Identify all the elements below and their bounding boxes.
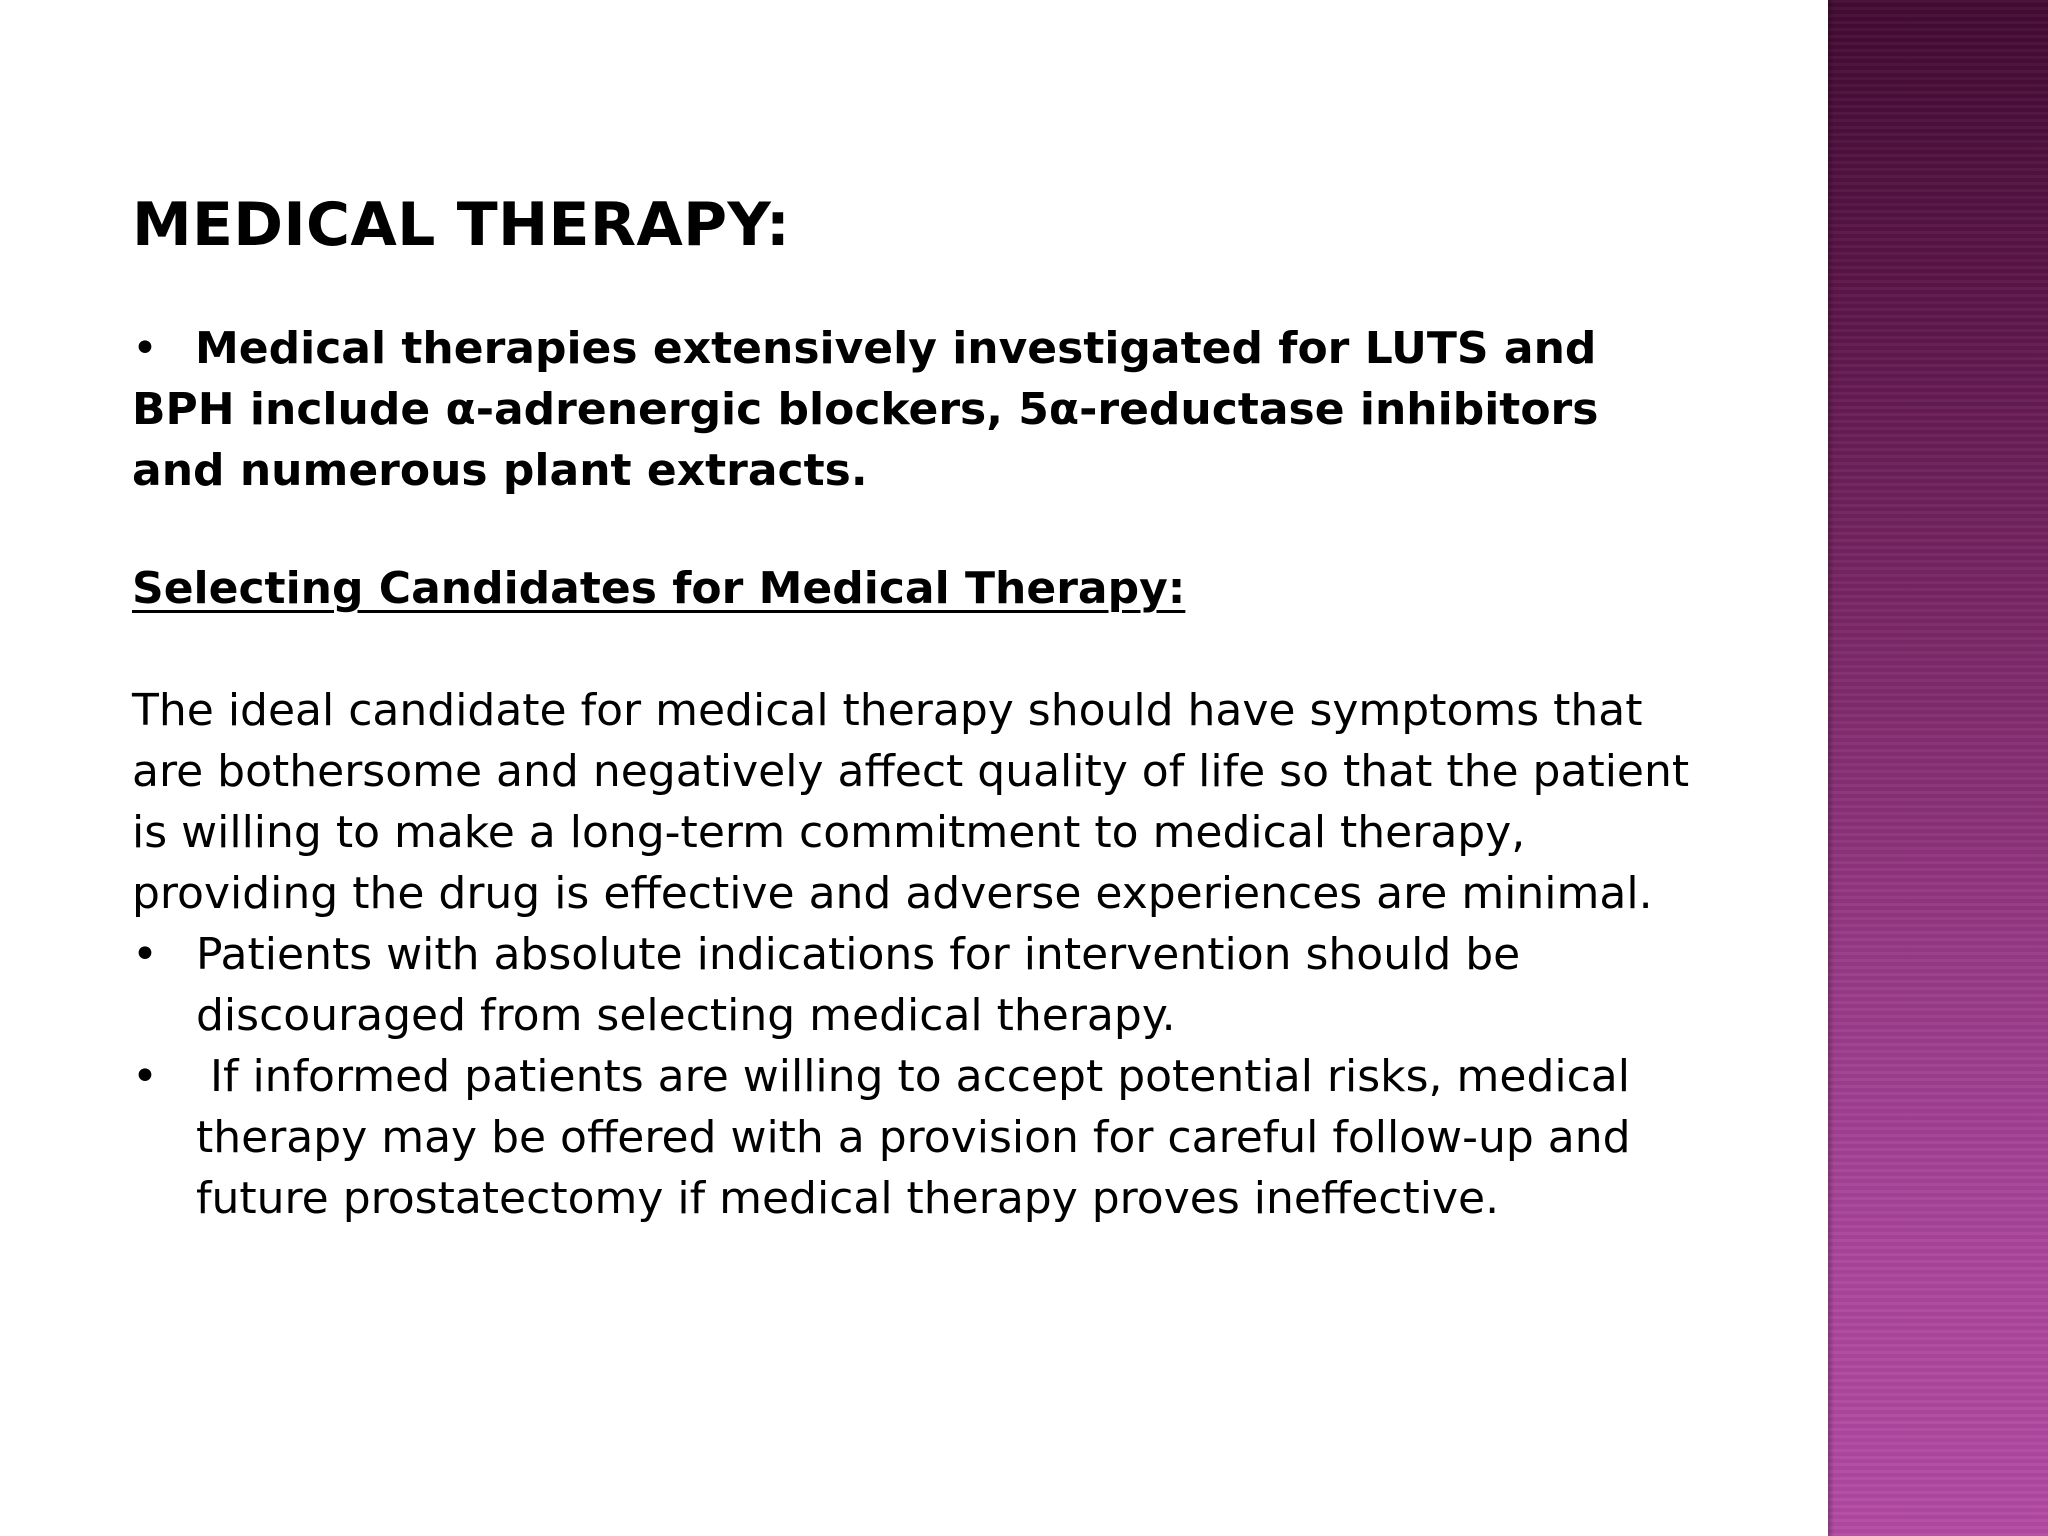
bullet-icon: •: [132, 929, 158, 980]
bullet-icon: •: [132, 323, 158, 374]
slide-content: [132, 188, 1752, 1229]
bullet-list: [132, 924, 1752, 1229]
bullet-icon: •: [132, 1051, 158, 1102]
side-band-edge: [1828, 0, 1834, 1536]
intro-text: Medical therapies extensively investigated for LUTS and BPH include α-adrenergic blockers, 5α-reductase inhibitors and numerous plant extracts.: [132, 323, 1599, 496]
slide-title: MEDICAL THERAPY:: [132, 190, 791, 260]
list-item: [132, 924, 1696, 1046]
candidate-paragraph: The ideal candidate for medical therapy should have symptoms that are bothersome and negatively affect quality of life so that the patient is willing to make a long-term commitment to medical therapy, providing the drug is effective and adverse experiences are minimal.: [132, 685, 1690, 919]
section-subheading: Selecting Candidates for Medical Therapy:: [132, 563, 1186, 614]
decorative-side-band: [1828, 0, 2048, 1536]
list-item: [132, 1046, 1696, 1229]
list-item-text: If informed patients are willing to accept potential risks, medical therapy may be offered with a provision for careful follow-up and future prostatectomy if medical therapy proves ineffective.: [196, 1051, 1645, 1224]
intro-bullet-paragraph: [132, 318, 1692, 501]
list-item-text: Patients with absolute indications for intervention should be discouraged from selecting medical therapy.: [196, 929, 1521, 1041]
